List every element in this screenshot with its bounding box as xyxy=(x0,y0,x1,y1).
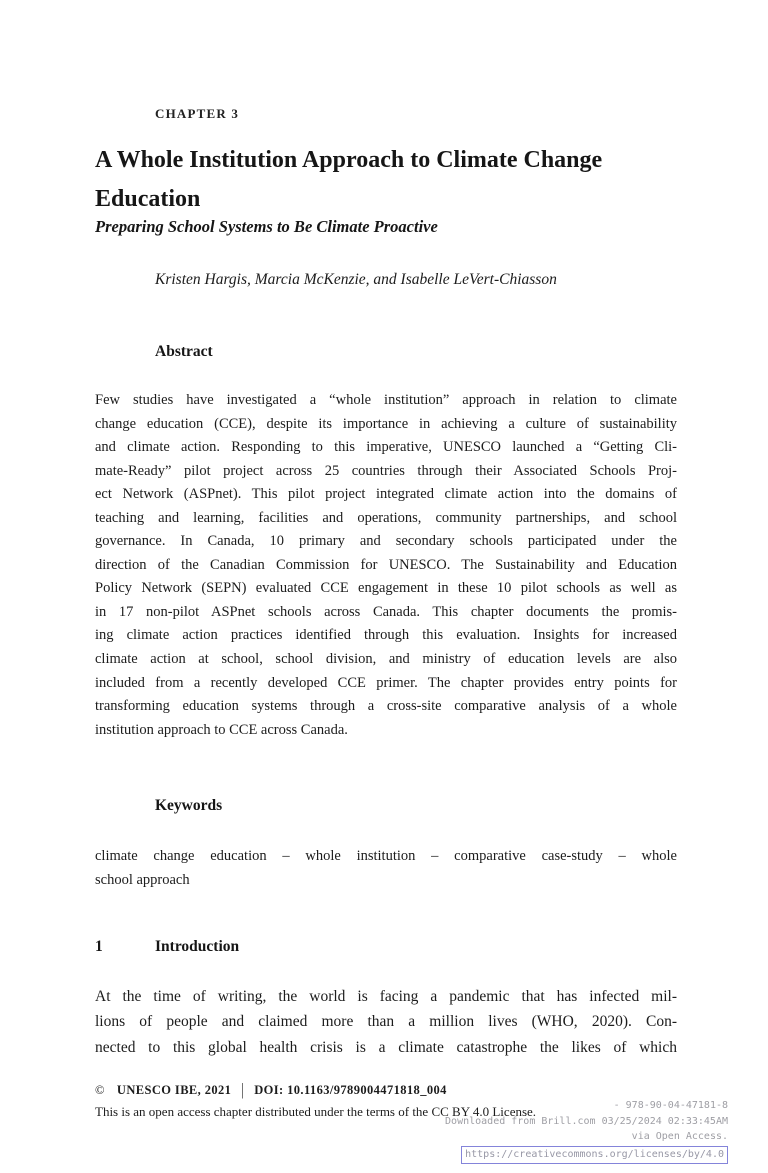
download-stamp xyxy=(445,1098,728,1164)
abstract-line: teaching and learning, facilities and operations, community partnerships, and school xyxy=(95,509,677,526)
copyright-symbol: © xyxy=(95,1083,105,1097)
chapter-label: CHAPTER 3 xyxy=(155,106,240,121)
abstract-line: direction of the Canadian Commission for UNESCO. The Sustainability and Education xyxy=(95,556,677,573)
doi-text: DOI: 10.1163/9789004471818_004 xyxy=(254,1083,447,1097)
abstract-line: institution approach to CCE across Canada. xyxy=(95,721,348,738)
abstract-line: Policy Network (SEPN) evaluated CCE engagement in these 10 pilot schools as well as xyxy=(95,580,677,597)
intro-line: lions of people and claimed more than a million lives (WHO, 2020). Con- xyxy=(95,1013,677,1031)
page-title-line-2: Education xyxy=(95,185,201,212)
section-number: 1 xyxy=(95,938,103,955)
abstract-line: transforming education systems through a cross-site comparative analysis of a whole xyxy=(95,698,677,715)
abstract-line: and climate action. Responding to this imperative, UNESCO launched a “Getting Cli- xyxy=(95,439,677,456)
abstract-heading: Abstract xyxy=(155,343,213,360)
page-title-line-1: A Whole Institution Approach to Climate Change xyxy=(95,147,603,173)
abstract-line: ing climate action practices identified through this evaluation. Insights for increased xyxy=(95,627,677,644)
abstract-line: change education (CCE), despite its importance in achieving a culture of sustainability xyxy=(95,415,677,432)
copyright-separator: | xyxy=(241,1080,245,1100)
abstract-line: included from a recently developed CCE primer. The chapter provides entry points for xyxy=(95,674,677,691)
downloaded-text: Downloaded from Brill.com 03/25/2024 02:33:45AM xyxy=(445,1115,728,1127)
copyright-line xyxy=(95,1080,447,1100)
abstract-body xyxy=(95,389,677,742)
isbn-text: - 978-90-04-47181-8 xyxy=(613,1100,728,1111)
section-heading: Introduction xyxy=(155,938,240,955)
via-open-access-text: via Open Access. xyxy=(631,1131,728,1142)
abstract-line: in 17 non-pilot ASPnet schools across Canada. This chapter documents the promis- xyxy=(95,603,677,620)
keywords-line: school approach xyxy=(95,871,190,888)
license-text: This is an open access chapter distributed under the terms of the CC BY 4.0 License. xyxy=(95,1104,537,1119)
abstract-line: governance. In Canada, 10 primary and secondary schools participated under the xyxy=(95,533,677,550)
abstract-line: mate-Ready” pilot project across 25 countries through their Associated Schools Proj- xyxy=(95,462,677,479)
abstract-line: Few studies have investigated a “whole institution” approach in relation to climate xyxy=(95,392,677,408)
intro-line: nected to this global health crisis is a climate catastrophe the likes of which xyxy=(95,1038,677,1056)
copyright-text: UNESCO IBE, 2021 xyxy=(116,1083,232,1097)
abstract-line: climate action at school, school division, and ministry of education levels are also xyxy=(95,651,677,668)
keywords-heading: Keywords xyxy=(155,797,223,814)
license-url-link[interactable]: https://creativecommons.org/licenses/by/4.0 xyxy=(461,1146,728,1165)
keywords-line: climate change education – whole institution – comparative case-study – whole xyxy=(95,848,677,864)
intro-line: At the time of writing, the world is facing a pandemic that has infected mil- xyxy=(95,988,677,1005)
page-subtitle: Preparing School Systems to Be Climate Proactive xyxy=(95,217,438,236)
keywords-body xyxy=(95,845,677,892)
abstract-line: ect Network (ASPnet). This pilot project integrated climate action into the domains of xyxy=(95,486,677,503)
authors: Kristen Hargis, Marcia McKenzie, and Isabelle LeVert-Chiasson xyxy=(155,271,557,288)
section-heading-row xyxy=(95,938,677,956)
introduction-body xyxy=(95,984,677,1060)
page-title xyxy=(95,141,677,218)
